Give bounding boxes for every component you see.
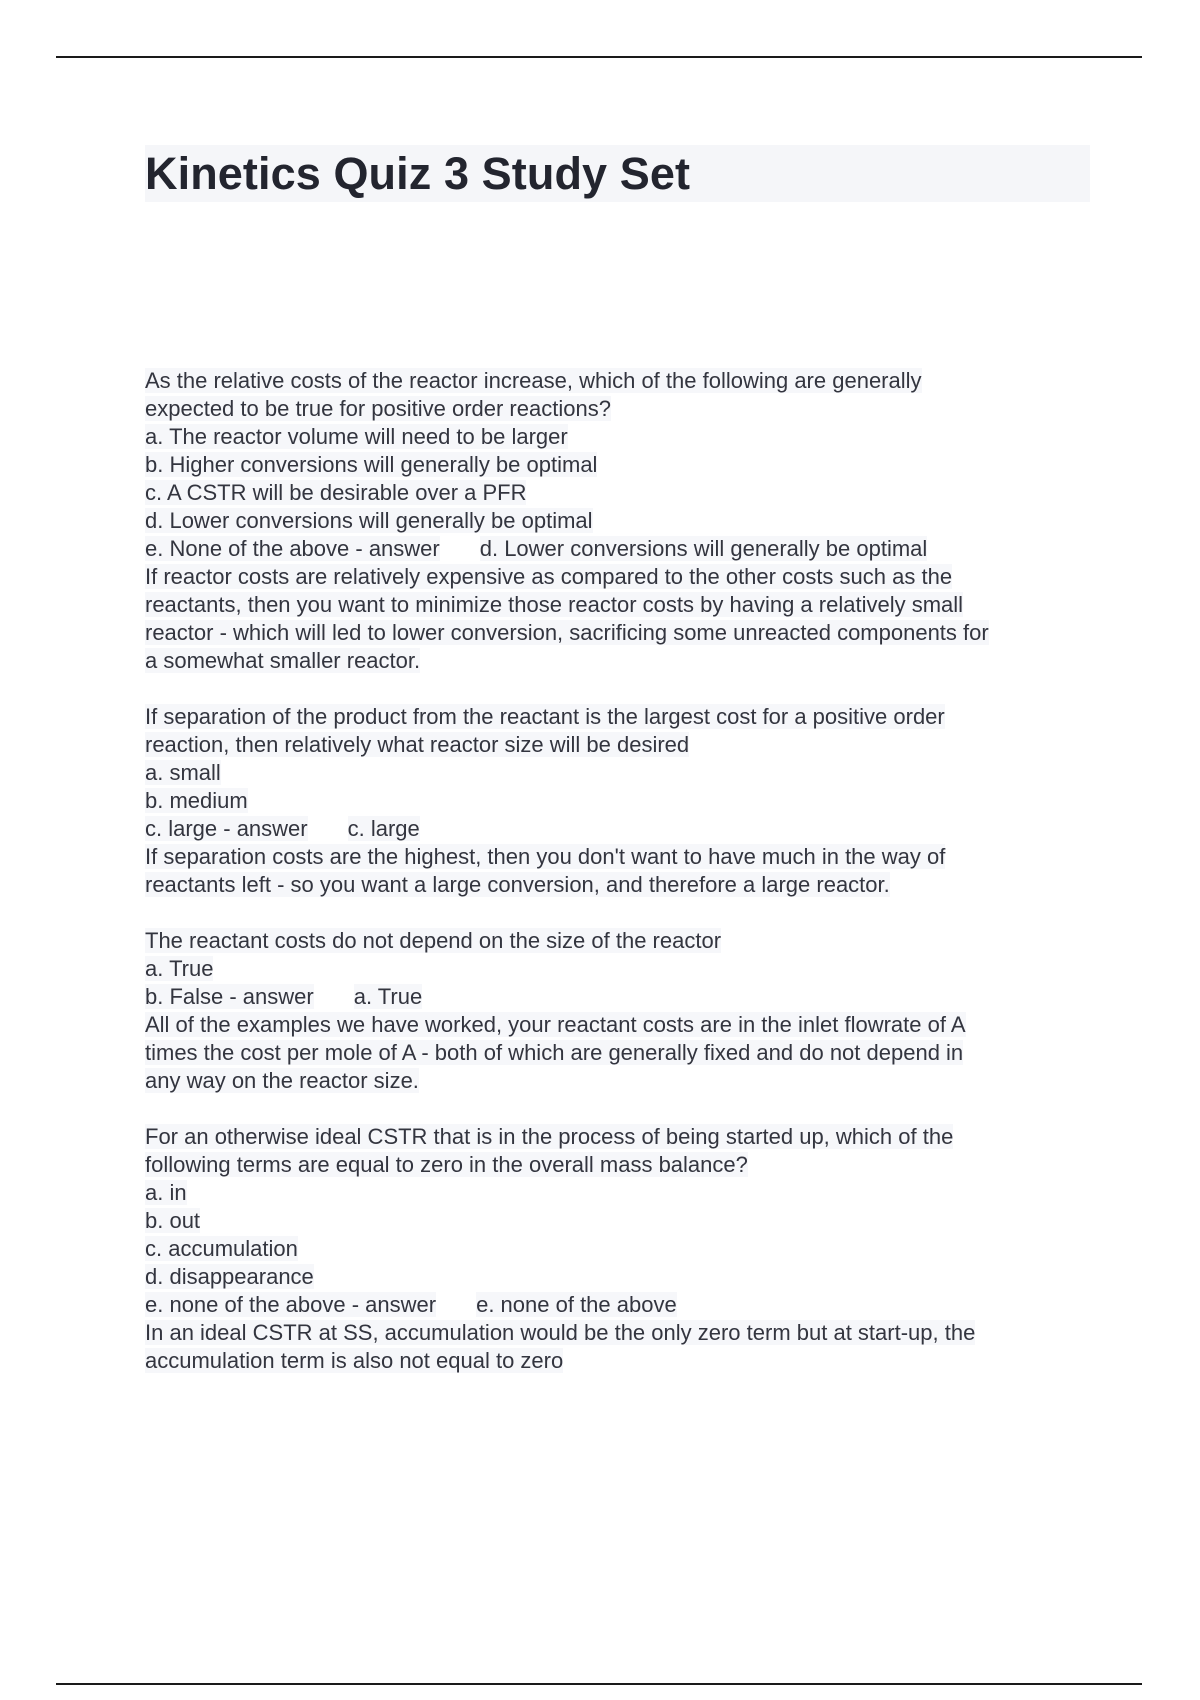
option-line: b. Higher conversions will generally be optimal bbox=[145, 452, 598, 477]
top-rule bbox=[56, 56, 1142, 58]
spacer bbox=[145, 899, 1090, 927]
question-line: reaction, then relatively what reactor size will be desired bbox=[145, 732, 690, 757]
explanation-line: In an ideal CSTR at SS, accumulation would be the only zero term but at start-up, the bbox=[145, 1320, 976, 1345]
answer-value: e. none of the above bbox=[476, 1292, 677, 1317]
qa-block-2 bbox=[145, 703, 1090, 899]
option-line: a. The reactor volume will need to be larger bbox=[145, 424, 568, 449]
explanation-line: All of the examples we have worked, your reactant costs are in the inlet flowrate of A bbox=[145, 1012, 966, 1037]
explanation-line: times the cost per mole of A - both of which are generally fixed and do not depend in bbox=[145, 1040, 964, 1065]
option-line: a. small bbox=[145, 760, 221, 785]
answer-option: e. none of the above - answer bbox=[145, 1292, 437, 1317]
explanation-line: reactants, then you want to minimize those reactor costs by having a relatively small bbox=[145, 592, 964, 617]
answer-line bbox=[145, 983, 1090, 1011]
option-line: b. medium bbox=[145, 788, 248, 813]
explanation-line: If separation costs are the highest, then you don't want to have much in the way of bbox=[145, 844, 946, 869]
question-line: following terms are equal to zero in the overall mass balance? bbox=[145, 1152, 748, 1177]
answer-value: d. Lower conversions will generally be optimal bbox=[479, 536, 928, 561]
answer-value: a. True bbox=[353, 984, 423, 1009]
answer-line bbox=[145, 815, 1090, 843]
option-line: a. True bbox=[145, 956, 214, 981]
explanation-line: reactor - which will led to lower conversion, sacrificing some unreacted components for bbox=[145, 620, 989, 645]
answer-option: b. False - answer bbox=[145, 984, 314, 1009]
option-line: c. accumulation bbox=[145, 1236, 298, 1261]
option-line: d. disappearance bbox=[145, 1264, 314, 1289]
bottom-rule bbox=[56, 1683, 1142, 1685]
qa-block-4 bbox=[145, 1123, 1090, 1375]
explanation-line: accumulation term is also not equal to zero bbox=[145, 1348, 564, 1373]
answer-option: c. large - answer bbox=[145, 816, 308, 841]
spacer bbox=[145, 1095, 1090, 1123]
question-line: For an otherwise ideal CSTR that is in the process of being started up, which of the bbox=[145, 1124, 954, 1149]
qa-block-3 bbox=[145, 927, 1090, 1095]
answer-option: e. None of the above - answer bbox=[145, 536, 440, 561]
option-line: c. A CSTR will be desirable over a PFR bbox=[145, 480, 527, 505]
study-set-content bbox=[145, 367, 1090, 1375]
qa-block-1 bbox=[145, 367, 1090, 675]
explanation-line: any way on the reactor size. bbox=[145, 1068, 419, 1093]
explanation-line: If reactor costs are relatively expensive as compared to the other costs such as the bbox=[145, 564, 953, 589]
answer-value: c. large bbox=[347, 816, 420, 841]
document-title: Kinetics Quiz 3 Study Set bbox=[145, 148, 691, 199]
question-line: The reactant costs do not depend on the size of the reactor bbox=[145, 928, 722, 953]
question-line: expected to be true for positive order reactions? bbox=[145, 396, 611, 421]
answer-line bbox=[145, 535, 1090, 563]
option-line: d. Lower conversions will generally be optimal bbox=[145, 508, 593, 533]
question-line: If separation of the product from the reactant is the largest cost for a positive order bbox=[145, 704, 945, 729]
explanation-line: a somewhat smaller reactor. bbox=[145, 648, 421, 673]
spacer bbox=[145, 675, 1090, 703]
option-line: b. out bbox=[145, 1208, 201, 1233]
answer-line bbox=[145, 1291, 1090, 1319]
question-line: As the relative costs of the reactor increase, which of the following are generally bbox=[145, 368, 922, 393]
option-line: a. in bbox=[145, 1180, 187, 1205]
explanation-line: reactants left - so you want a large conversion, and therefore a large reactor. bbox=[145, 872, 890, 897]
